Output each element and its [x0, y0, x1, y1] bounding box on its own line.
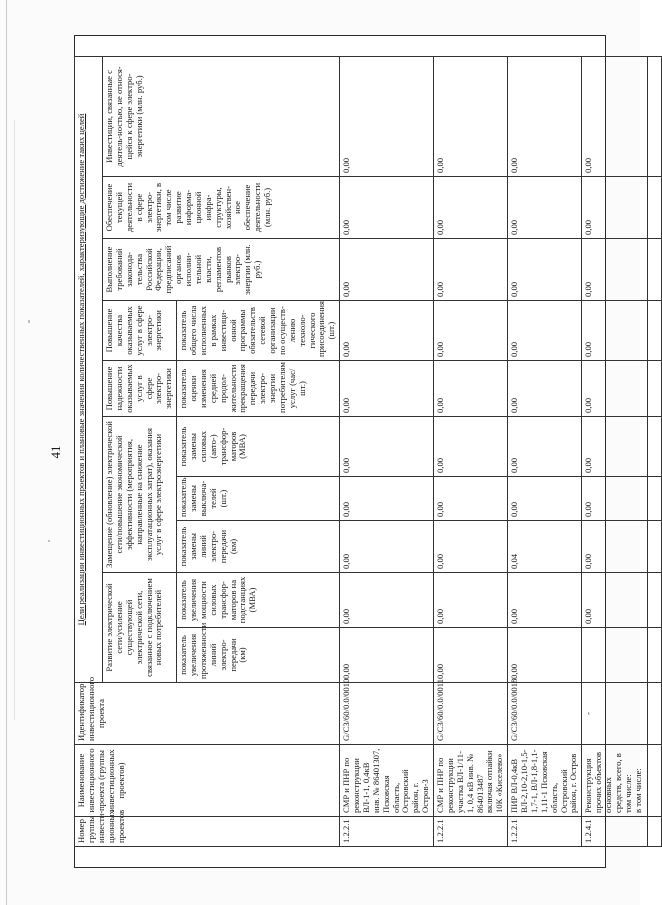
header-dev-lines: показатель увеличения протяженности линий электро-передачи (км) [177, 627, 340, 682]
table-row: 1.2.2.1 ПИР ВЛ-0,4кВ ВЛ-2,10-2,10-1,5-1,7-1, ВЛ-1,8-1,1-1,11-1 Псковская область, Островский район, г. Остров G/C3/60/0.0/0018 0,00 0,00 0,04 0,00 0,00 0,00 0,00 0,00 0,00 0,00 [508, 56, 582, 846]
header-reliability-indicator: показатель оценки изменения средней продол-жительности прекращения передачи электро-энергии потребителям услуг (час/шт.) [177, 360, 340, 416]
header-repl-switches: показатель замены выключа-телей (шт.) [177, 476, 340, 520]
header-development: Развитие электрической сети/усиление существующей электрической сети, связанное с подключением новых потребителей [103, 572, 177, 682]
page-number: 41 [48, 445, 63, 458]
footer-note: в том числе: [632, 767, 643, 813]
header-id: Идентификатор инвестиционного проекта [75, 682, 340, 744]
header-replacement: Замещение (обновление) электрической сети/повышение экономической эффективности (мероприятия, направленные на снижение эксплуатационных затрат), оказания услуг в сфере электроэнергетики [103, 416, 177, 572]
header-name: Наименование инвестиционного проекта (группы инвестиционных проектов) [75, 744, 340, 816]
header-group: Номер группы инвести-ционных проектов [75, 816, 340, 846]
investment-goals-table [74, 55, 662, 846]
table-row: 1.2.2.1 СМР и ПНР по реконструкции участка ВЛ-1/11-1, 0,4 кВ инв. № 864013487 включая отпайки 10К «Киселево» G/C3/60/0.0/0011 0,00 0,00 0,00 0,00 0,00 0,00 0,00 0,00 0,00 0,00 [434, 56, 508, 846]
table-row-empty [648, 56, 662, 846]
header-repl-transformers: показатель замены силовых (авто-) трансфор-маторов (МВА) [177, 416, 340, 476]
header-repl-lines: показатель замены линий электро-передачи (км) [177, 520, 340, 572]
header-other: Инвестиции, связанные с деятель-ностью, не относя-щейся к сфере электро-энергетики (млн. руб.) [103, 56, 340, 176]
header-operations: Обеспечение текущей деятельности в сфере электро-энергетики, в том числе развитие информа-ционной инфра-структуры, хозяйствен-ное обеспечение деятельности (млн. руб.) [103, 176, 340, 238]
header-quality-indicator: показатель общего числа исполненных в рамках инвестици-онной программы обязательств сетевой организации по осуществ-лению техноло-гического присоединения (шт.) [177, 300, 340, 360]
document-sheet [48, 35, 643, 868]
header-legal: Выполнение требований законода-тельства Российской Федерации, предписаний органов исполни-тельной власти, регламентов рынков электро-энергии (млн. руб.) [103, 238, 340, 300]
header-reliability: Повышение надежности оказываемых услуг в сфере электро-энергетики [103, 360, 177, 416]
rotated-table-page [48, 57, 643, 847]
header-goals: Цели реализации инвестиционных проектов и плановые значения количественных показателей, характеризующие достижение таких целей [75, 56, 103, 682]
table-row: 1.2.4.1 Реконструкция прочих объектов основных средств, всего, в том числе: в том числе: - 0,00 0,00 0,00 0,00 0,00 0,00 0,00 0,00 0,00 [582, 56, 648, 846]
header-quality: Повышение качества оказываемых услуг в сфере электро-энергетики [103, 300, 177, 360]
header-dev-transformers: показатель увеличения мощности силовых трансфор-маторов на подстанциях (МВА) [177, 572, 340, 627]
table-row: 1.2.2.1 СМР и ПНР по реконструкции ВЛ-1-1, 0,4кВ инв. № 86401307, Псковская область, Островский район, г. Остров-3 G/C3/60/0.0/0010 0,00 0,00 0,00 0,00 0,00 0,00 0,00 0,00 0,00 0,00 [340, 56, 434, 846]
